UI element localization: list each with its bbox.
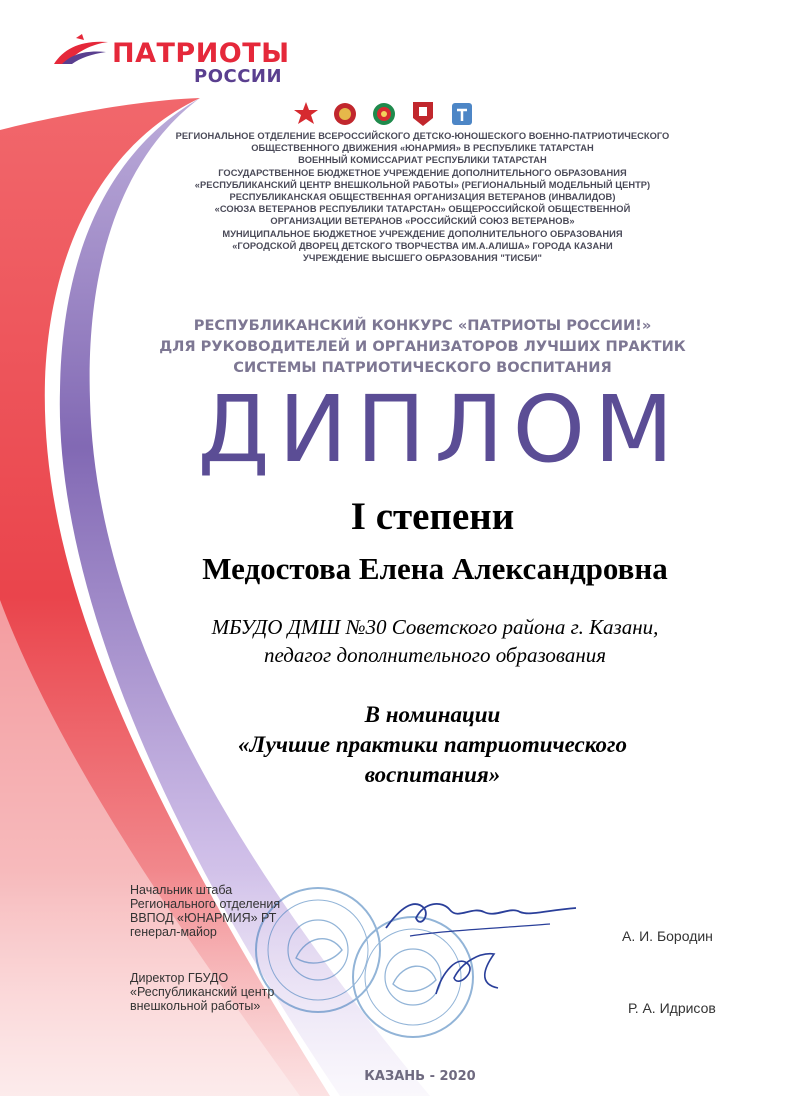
nomination-line: В номинации (364, 702, 501, 727)
organizer-line: ОБЩЕСТВЕННОГО ДВИЖЕНИЯ «ЮНАРМИЯ» В РЕСПУБЛИКЕ ТАТАРСТАН (251, 143, 594, 154)
signatory-position-line: «Республиканский центр (130, 985, 275, 999)
organizer-line: МУНИЦИПАЛЬНОЕ БЮДЖЕТНОЕ УЧРЕЖДЕНИЕ ДОПОЛНИТЕЛЬНОГО ОБРАЗОВАНИЯ (222, 228, 623, 239)
organizers-list (150, 130, 695, 264)
organizer-line: «РЕСПУБЛИКАНСКИЙ ЦЕНТР ВНЕШКОЛЬНОЙ РАБОТЫ» (РЕГИОНАЛЬНЫЙ МОДЕЛЬНЫЙ ЦЕНТР) (194, 179, 651, 190)
patriots-swoosh-icon (52, 34, 110, 68)
organizer-line: «ГОРОДСКОЙ ДВОРЕЦ ДЕТСКОГО ТВОРЧЕСТВА ИМ.А.АЛИША» ГОРОДА КАЗАНИ (232, 240, 613, 251)
organizer-line: ГОСУДАРСТВЕННОЕ БЮДЖЕТНОЕ УЧРЕЖДЕНИЕ ДОПОЛНИТЕЛЬНОГО ОБРАЗОВАНИЯ (218, 167, 627, 178)
organizer-line: УЧРЕЖДЕНИЕ ВЫСШЕГО ОБРАЗОВАНИЯ "ТИСБИ" (303, 253, 542, 264)
veterans-emblem-icon (410, 100, 436, 128)
signatory-name: Р. А. Идрисов (628, 1000, 716, 1016)
signatory-position-line: Регионального отделения (130, 897, 281, 911)
patriots-logo (52, 30, 292, 90)
organizer-line: ВОЕННЫЙ КОМИССАРИАТ РЕСПУБЛИКИ ТАТАРСТАН (298, 155, 547, 166)
organizer-line: ОРГАНИЗАЦИИ ВЕТЕРАНОВ «РОССИЙСКИЙ СОЮЗ ВЕТЕРАНОВ» (270, 216, 575, 227)
recipient-place (120, 613, 750, 669)
logo-title: ПАТРИОТЫ (112, 38, 290, 69)
nomination (160, 700, 705, 790)
signatory-position (130, 971, 274, 1013)
signatory-position-line: внешкольной работы» (130, 999, 261, 1013)
signatory-position (130, 883, 280, 939)
yunarmia-star-icon (293, 100, 319, 128)
logo-subtitle: РОССИИ (194, 66, 283, 87)
signature-idrisov-icon (428, 944, 508, 1004)
diploma-degree: I степени (350, 495, 515, 538)
signature-borodin-icon (380, 888, 580, 948)
contest-line: РЕСПУБЛИКАНСКИЙ КОНКУРС «ПАТРИОТЫ РОССИИ!» (193, 317, 652, 334)
nomination-line: «Лучшие практики патриотического (237, 732, 628, 757)
signatory-position-line: Начальник штаба (130, 883, 233, 897)
recipient-place-line: МБУДО ДМШ №30 Советского района г. Казани, (211, 615, 659, 639)
signatory-name: А. И. Бородин (622, 928, 713, 944)
military-commissariat-icon (332, 100, 358, 128)
recipient-place-line: педагог дополнительного образования (263, 643, 607, 667)
tatarstan-emblem-icon (371, 100, 397, 128)
organizer-line: РЕГИОНАЛЬНОЕ ОТДЕЛЕНИЕ ВСЕРОССИЙСКОГО ДЕТСКО-ЮНОШЕСКОГО ВОЕННО-ПАТРИОТИЧЕСКОГО (175, 131, 670, 141)
contest-title (150, 315, 695, 378)
signatory-position-line: Директор ГБУДО (130, 971, 229, 985)
city-year: КАЗАНЬ - 2020 (364, 1069, 476, 1084)
signatory-position-line: генерал-майор (130, 925, 217, 939)
nomination-line: воспитания» (364, 762, 501, 787)
tisbi-emblem-icon (449, 100, 475, 128)
diploma-title: ДИПЛОМ (197, 376, 683, 483)
emblems-row (293, 100, 475, 128)
organizer-line: РЕСПУБЛИКАНСКАЯ ОБЩЕСТВЕННАЯ ОРГАНИЗАЦИЯ ВЕТЕРАНОВ (ИНВАЛИДОВ) (229, 192, 616, 203)
organizer-line: «СОЮЗА ВЕТЕРАНОВ РЕСПУБЛИКИ ТАТАРСТАН» ОБЩЕРОССИЙСКОЙ ОБЩЕСТВЕННОЙ (214, 204, 631, 215)
signatory-position-line: ВВПОД «ЮНАРМИЯ» РТ (130, 911, 277, 925)
contest-line: СИСТЕМЫ ПАТРИОТИЧЕСКОГО ВОСПИТАНИЯ (233, 359, 612, 376)
recipient-name: Медостова Елена Александровна (202, 551, 668, 586)
contest-line: ДЛЯ РУКОВОДИТЕЛЕЙ И ОРГАНИЗАТОРОВ ЛУЧШИХ ПРАКТИК (159, 338, 686, 355)
